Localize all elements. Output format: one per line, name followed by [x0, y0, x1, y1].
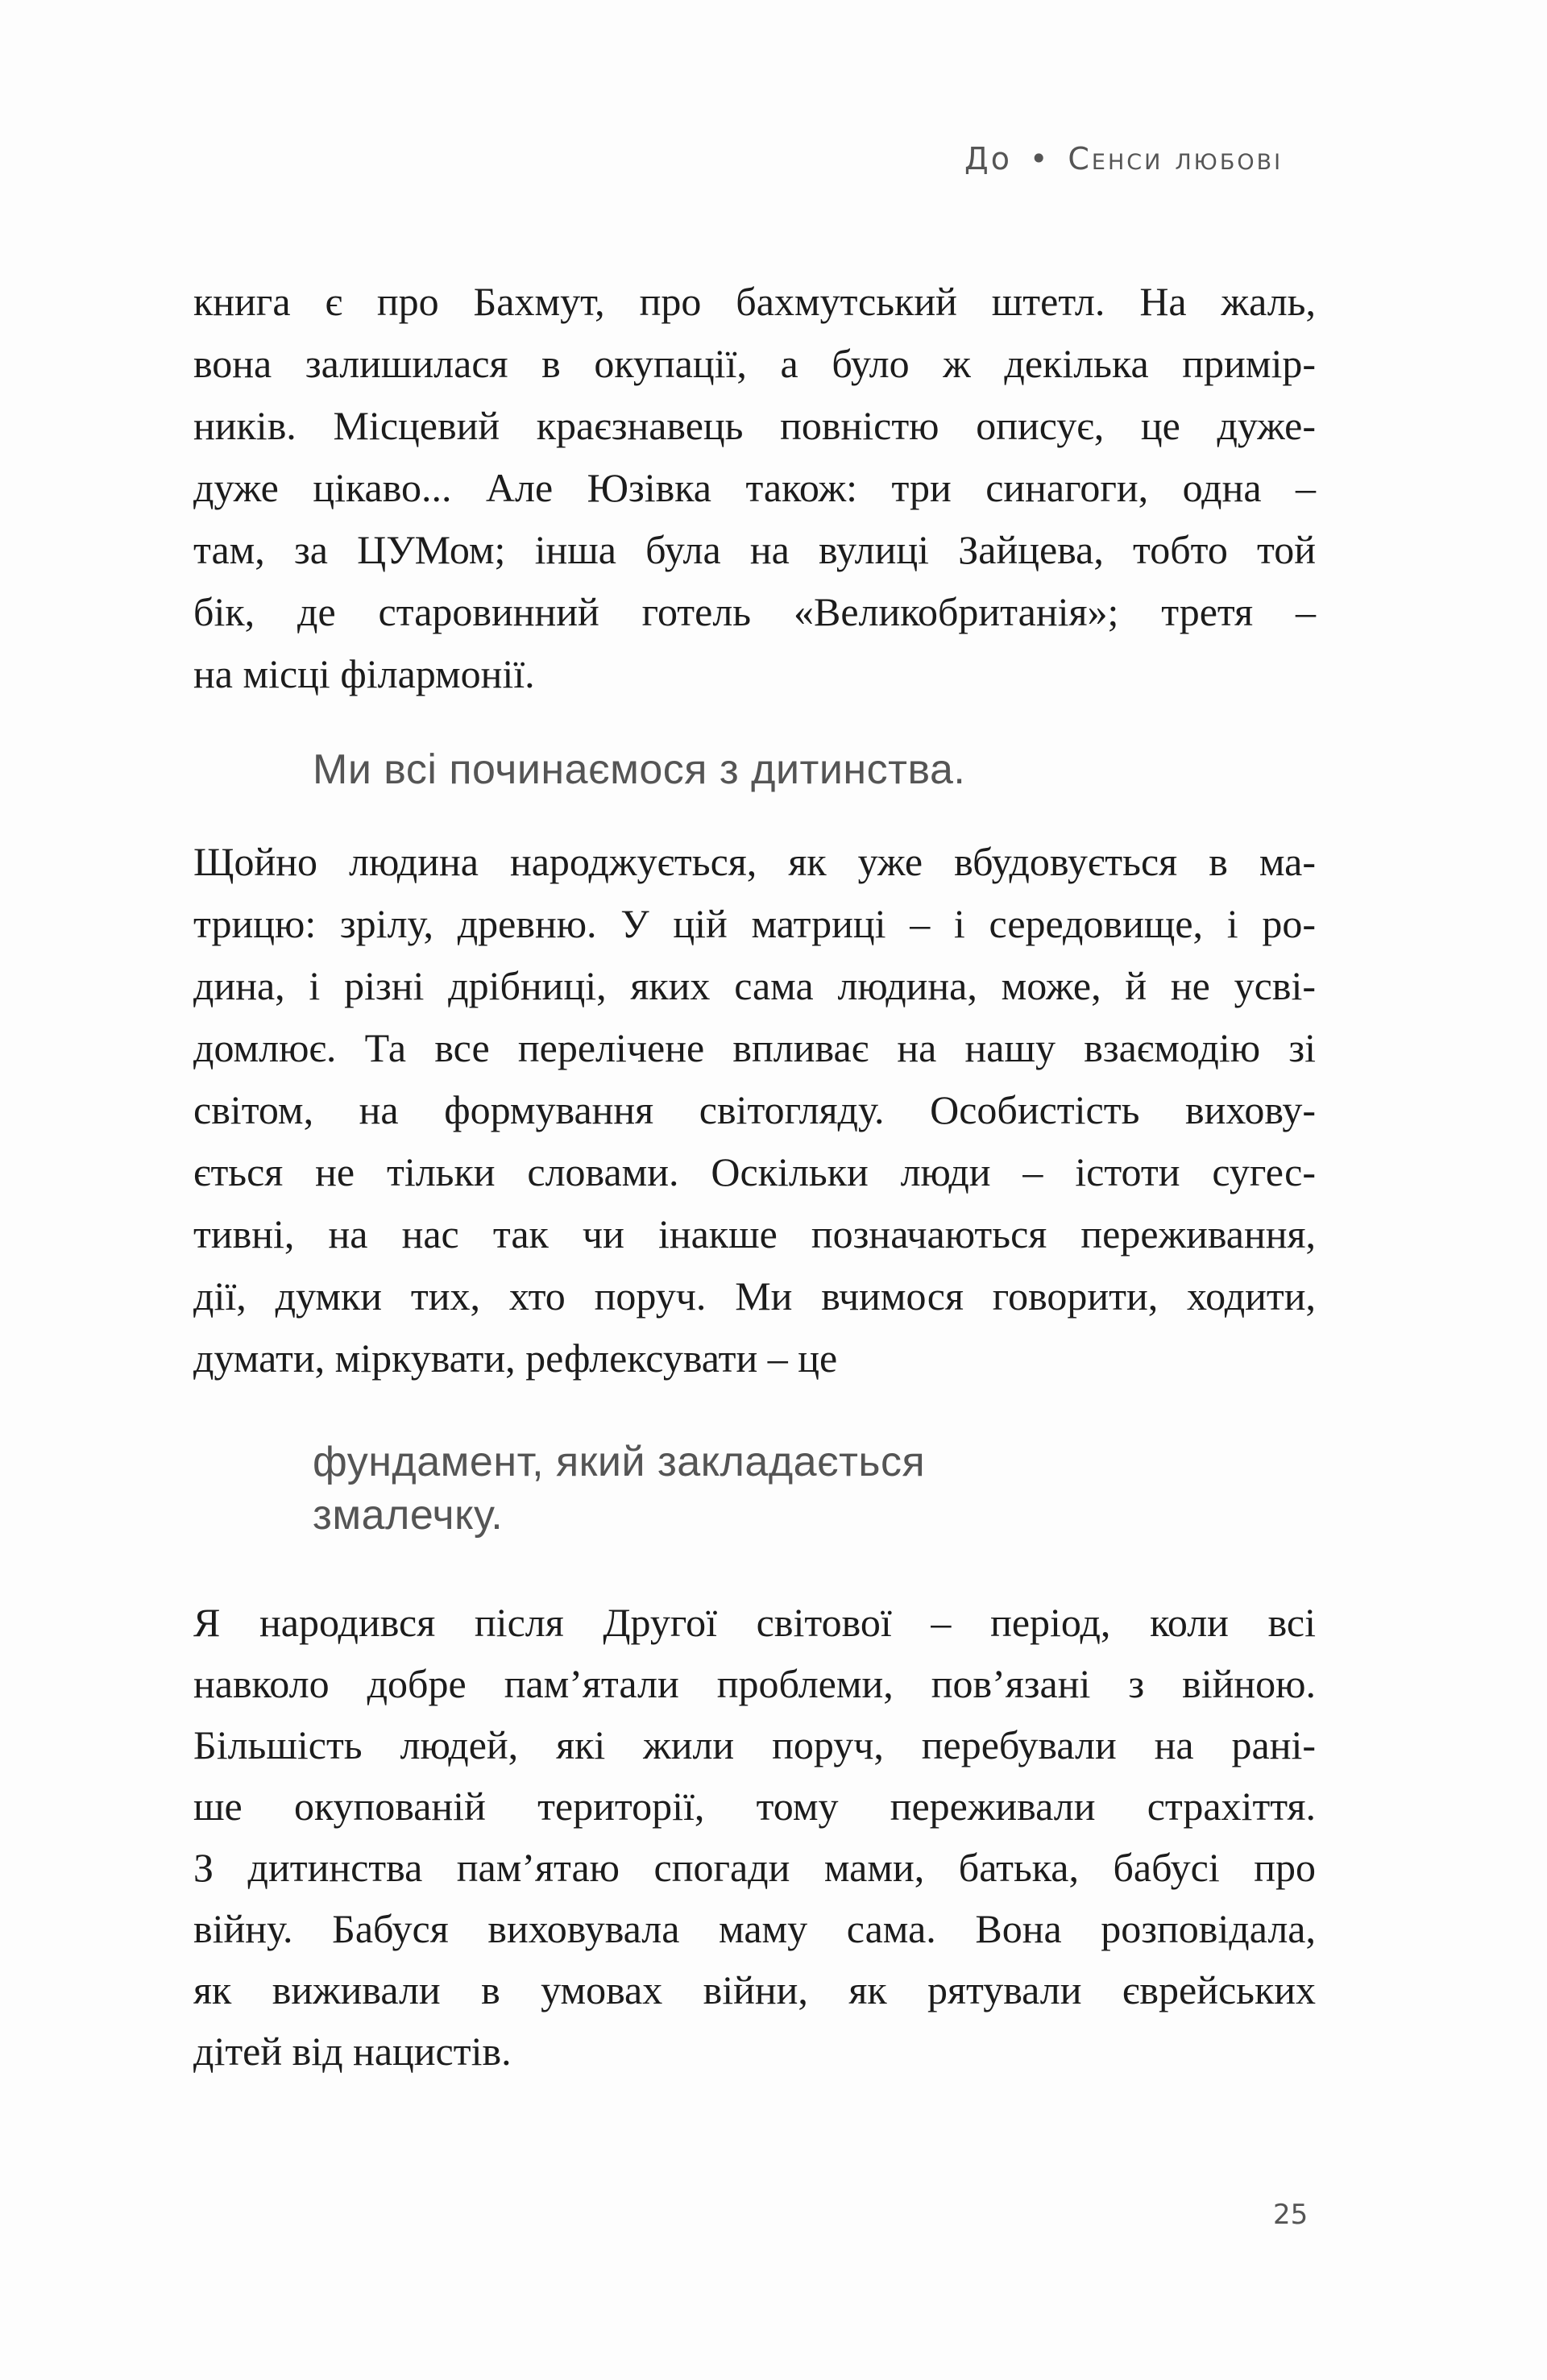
- paragraph-line: дуже цікаво... Але Юзівка також: три синагоги, одна –: [193, 465, 1316, 510]
- paragraph-line: війну. Бабуся виховувала маму сама. Вона розповідала,: [193, 1906, 1316, 1951]
- paragraph-line: трицю: зрілу, древню. У цій матриці – і середовище, і ро-: [193, 901, 1316, 946]
- pull-quote-line: змалечку.: [313, 1492, 504, 1539]
- paragraph-line: там, за ЦУМом; інша була на вулиці Зайцева, тобто той: [193, 527, 1316, 572]
- paragraph-line: З дитинства пам’ятаю спогади мами, батька, бабусі про: [193, 1845, 1316, 1890]
- paragraph-line: тивні, на нас так чи інакше позначаються переживання,: [193, 1211, 1316, 1256]
- running-head-author: До: [964, 141, 1012, 177]
- pull-quote-line: фундамент, який закладається: [313, 1439, 926, 1485]
- bullet-separator-icon: •: [1029, 141, 1051, 177]
- paragraph-line: дітей від нацистів.: [193, 2029, 512, 2074]
- paragraph-line: ників. Місцевий краєзнавець повністю описує, це дуже-: [193, 403, 1316, 448]
- paragraph-line: дина, і різні дрібниці, яких сама людина, може, й не усві-: [193, 963, 1316, 1008]
- paragraph-line: Я народився після Другої світової – період, коли всі: [193, 1600, 1316, 1645]
- paragraph-line: домлює. Та все перелічене впливає на нашу взаємодію зі: [193, 1025, 1316, 1070]
- running-head: [964, 139, 1283, 179]
- paragraph-line: бік, де старовинний готель «Великобританія»; третя –: [193, 589, 1316, 634]
- paragraph-line: на місці філармонії.: [193, 651, 535, 696]
- running-head-title: Сенси любові: [1068, 141, 1284, 177]
- paragraph-line: ше окупованій території, тому переживали страхіття.: [193, 1784, 1316, 1829]
- pull-quote-line: Ми всі починаємося з дитинства.: [313, 746, 966, 793]
- page-number: 25: [1273, 2199, 1309, 2231]
- paragraph-line: як виживали в умовах війни, як рятували єврейських: [193, 1967, 1316, 2012]
- paragraph-line: світом, на формування світогляду. Особистість вихову-: [193, 1087, 1316, 1132]
- paragraph-line: думати, міркувати, рефлексувати – це: [193, 1335, 838, 1381]
- paragraph-line: навколо добре пам’ятали проблеми, пов’язані з війною.: [193, 1661, 1316, 1706]
- paragraph-line: Більшість людей, які жили поруч, перебували на рані-: [193, 1722, 1316, 1767]
- paragraph-line: ється не тільки словами. Оскільки люди – істоти сугес-: [193, 1149, 1316, 1194]
- paragraph-line: книга є про Бахмут, про бахмутський штетл. На жаль,: [193, 279, 1316, 324]
- paragraph-line: Щойно людина народжується, як уже вбудовується в ма-: [193, 839, 1316, 884]
- paragraph-line: вона залишилася в окупації, а було ж декілька примір-: [193, 341, 1316, 386]
- paragraph-line: дії, думки тих, хто поруч. Ми вчимося говорити, ходити,: [193, 1273, 1316, 1319]
